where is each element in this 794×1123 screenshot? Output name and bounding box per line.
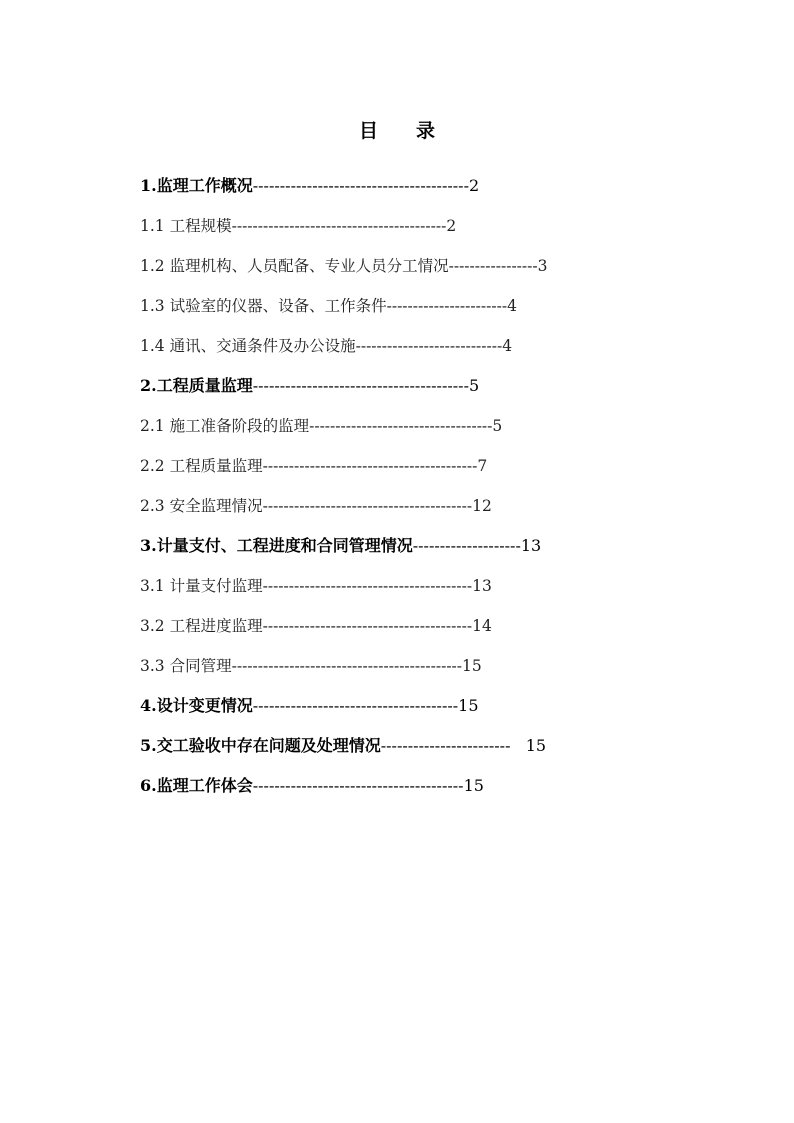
toc-entry-6[interactable]	[140, 772, 660, 812]
toc-entry-number: 6.	[140, 776, 157, 795]
toc-entry-title: 监理机构、人员配备、专业人员分工情况	[169, 257, 449, 275]
table-of-contents	[140, 172, 660, 812]
toc-leader: ----------------------------	[355, 337, 503, 355]
toc-entry-2-2[interactable]	[140, 452, 660, 492]
toc-entry-title: 监理工作体会	[156, 776, 253, 795]
toc-entry-2[interactable]	[140, 372, 660, 412]
toc-entry-3-2[interactable]	[140, 612, 660, 652]
toc-leader: ----------------------------------------	[262, 577, 473, 595]
toc-page-number: 5	[468, 376, 480, 395]
toc-leader: ------------------------	[380, 736, 526, 755]
toc-page-number: 2	[468, 176, 480, 195]
toc-page-number: 15	[462, 657, 482, 675]
toc-entry-title: 安全监理情况	[169, 497, 263, 515]
toc-entry-title: 施工准备阶段的监理	[169, 417, 310, 435]
toc-page-number: 12	[472, 497, 492, 515]
toc-leader: --------------------------------------------	[231, 657, 463, 675]
toc-entry-title: 通讯、交通条件及办公设施	[169, 337, 356, 355]
toc-entry-number: 3.1	[140, 577, 170, 595]
toc-page-number: 13	[520, 536, 542, 555]
toc-entry-number: 3.	[140, 536, 157, 555]
toc-leader: -----------------------------------------	[262, 457, 478, 475]
toc-entry-2-3[interactable]	[140, 492, 660, 532]
toc-entry-title: 工程质量监理	[169, 457, 263, 475]
toc-entry-number: 3.3	[140, 657, 170, 675]
toc-entry-3-1[interactable]	[140, 572, 660, 612]
toc-leader: ----------------------------------------	[252, 376, 469, 395]
toc-page-number: 15	[463, 776, 484, 795]
toc-entry-number: 1.2	[140, 257, 170, 275]
toc-entry-number: 4.	[140, 696, 157, 715]
toc-page-number: 7	[477, 457, 488, 475]
toc-entry-3-3[interactable]	[140, 652, 660, 692]
toc-leader: -----------------------	[386, 297, 508, 315]
toc-page-number: 15	[458, 696, 479, 715]
toc-leader: ----------------------------------------	[252, 176, 469, 195]
toc-page-number: 13	[472, 577, 492, 595]
toc-entry-number: 1.	[140, 176, 157, 195]
toc-leader: --------------------	[412, 536, 521, 555]
toc-entry-2-1[interactable]	[140, 412, 660, 452]
toc-entry-5[interactable]	[140, 732, 660, 772]
toc-leader: ---------------------------------------	[252, 776, 464, 795]
toc-entry-title: 合同管理	[169, 657, 232, 675]
toc-entry-title: 交工验收中存在问题及处理情况	[156, 736, 381, 755]
toc-entry-number: 1.3	[140, 297, 170, 315]
toc-entry-number: 1.1	[140, 217, 170, 235]
toc-entry-title: 计量支付、工程进度和合同管理情况	[156, 536, 413, 555]
toc-entry-number: 2.3	[140, 497, 170, 515]
toc-leader: ----------------------------------------	[262, 617, 473, 635]
toc-entry-title: 工程进度监理	[169, 617, 263, 635]
toc-entry-title: 试验室的仪器、设备、工作条件	[169, 297, 387, 315]
toc-page-number: 4	[507, 297, 517, 315]
toc-entry-1[interactable]	[140, 172, 660, 212]
toc-page-number: 4	[502, 337, 513, 355]
toc-entry-number: 2.2	[140, 457, 170, 475]
page-title: 目 录	[358, 120, 435, 142]
toc-entry-number: 5.	[140, 736, 157, 755]
toc-leader: ----------------------------------------	[262, 497, 473, 515]
toc-entry-title: 计量支付监理	[169, 577, 263, 595]
toc-leader: -----------------------------------	[309, 417, 493, 435]
toc-entry-3[interactable]	[140, 532, 660, 572]
toc-page-number: 14	[472, 617, 492, 635]
toc-entry-4[interactable]	[140, 692, 660, 732]
toc-entry-1-4[interactable]	[140, 332, 660, 372]
toc-entry-title: 监理工作概况	[156, 176, 253, 195]
toc-entry-1-3[interactable]	[140, 292, 660, 332]
toc-page-number: 2	[446, 217, 457, 235]
toc-entry-title: 工程质量监理	[156, 376, 253, 395]
toc-entry-1-1[interactable]	[140, 212, 660, 252]
toc-entry-title: 工程规模	[169, 217, 232, 235]
toc-leader: -----------------------------------------	[231, 217, 447, 235]
toc-entry-number: 2.1	[140, 417, 170, 435]
toc-entry-number: 1.4	[140, 337, 170, 355]
toc-entry-number: 3.2	[140, 617, 170, 635]
toc-page-number: 5	[492, 417, 503, 435]
toc-entry-number: 2.	[140, 376, 157, 395]
toc-leader: --------------------------------------	[252, 696, 459, 715]
toc-page-number: 3	[537, 257, 548, 275]
toc-entry-1-2[interactable]	[140, 252, 660, 292]
toc-leader: -----------------	[448, 257, 538, 275]
toc-page-number: 15	[525, 736, 547, 755]
toc-entry-title: 设计变更情况	[156, 696, 253, 715]
